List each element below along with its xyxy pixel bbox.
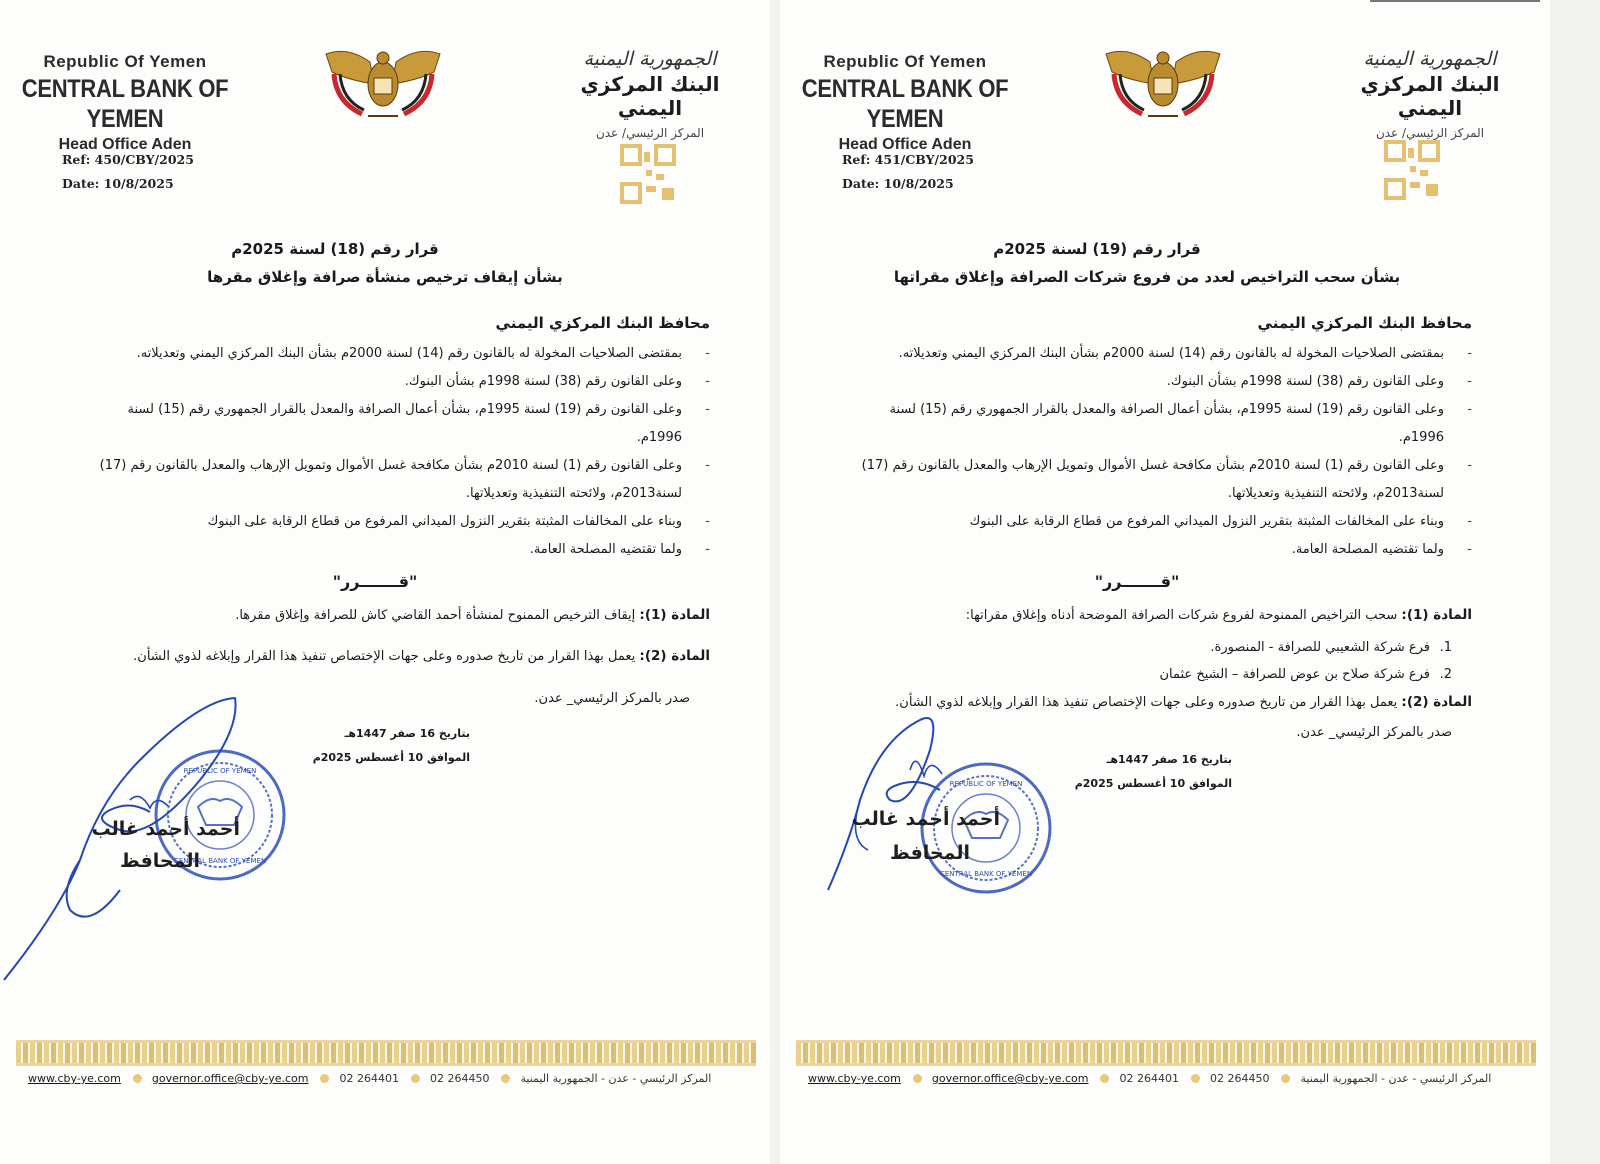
preamble-item: - وعلى القانون رقم (19) لسنة 1995م، بشأن أعمال الصرافة والمعدل بالقرار الجمهوري رقم (15) لسنة 1996م. (842, 396, 1444, 452)
footer-ornament (796, 1040, 1536, 1066)
governor-heading: محافظ البنك المركزي اليمني (495, 314, 710, 332)
preamble-item: - وعلى القانون رقم (38) لسنة 1998م بشأن البنوك. (842, 368, 1444, 396)
preamble-list (842, 340, 1472, 564)
decision-title: قرار رقم (18) لسنة 2025م (231, 240, 439, 258)
article-1 (842, 603, 1472, 628)
ar-bank-name: البنك المركزي اليمني (1360, 72, 1500, 120)
article-1-label: المادة (1): (639, 607, 710, 623)
preamble-list (80, 340, 710, 564)
stamp-top-text: REPUBLIC OF YEMEN (183, 767, 257, 775)
footer-contacts (28, 1072, 748, 1085)
issued-place: صدر بالمركز الرئيسي_ عدن. (1296, 725, 1452, 740)
ref-date: Date: 10/8/2025 (62, 176, 174, 191)
en-country: Republic Of Yemen (43, 52, 207, 71)
decision-title: قرار رقم (19) لسنة 2025م (993, 240, 1201, 258)
hijri-date: بتاريخ 16 صفر 1447هـ (344, 727, 470, 740)
preamble-item: - وعلى القانون رقم (1) لسنة 2010م بشأن مكافحة غسل الأموال وتمويل الإرهاب والمعدل بالقانون رقم (17) لسنة2013م، ولائحته التنفيذية وتعديلاتها. (80, 452, 682, 508)
eagle-emblem-icon (318, 44, 448, 126)
phone-icon (1191, 1074, 1200, 1083)
email-link[interactable]: governor.office@cby-ye.com (931, 1072, 1089, 1085)
en-country: Republic Of Yemen (823, 52, 987, 71)
decision-document-19 (780, 0, 1550, 1164)
reference-block (842, 148, 974, 196)
ref-number: Ref: 451/CBY/2025 (842, 152, 974, 167)
preamble-item: - وبناء على المخالفات المثبتة بتقرير النزول الميداني المرفوع من قطاع الرقابة على البنوك (842, 508, 1444, 536)
branch-item: 2.فرع شركة صلاح بن عوض للصرافة – الشيخ عثمان (1159, 667, 1452, 682)
preamble-item: - ولما تقتضيه المصلحة العامة. (842, 536, 1444, 564)
gregorian-date: الموافق 10 أغسطس 2025م (312, 751, 470, 764)
website-link[interactable]: www.cby-ye.com (28, 1072, 121, 1085)
arabic-letterhead (555, 48, 745, 140)
preamble-item: - بمقتضى الصلاحيات المخولة له بالقانون رقم (14) لسنة 2000م بشأن البنك المركزي اليمني وتعديلاته. (842, 340, 1444, 368)
english-letterhead (800, 52, 1010, 154)
email-icon (913, 1074, 922, 1083)
qr-code-icon (620, 144, 676, 204)
qr-code-icon (1384, 140, 1440, 200)
address-text: المركز الرئيسي - عدن - الجمهورية اليمنية (520, 1072, 712, 1085)
phone-icon (411, 1074, 420, 1083)
website-link[interactable]: www.cby-ye.com (808, 1072, 901, 1085)
preamble-item: - وبناء على المخالفات المثبتة بتقرير النزول الميداني المرفوع من قطاع الرقابة على البنوك (80, 508, 682, 536)
phone-number: 02 264450 (429, 1072, 490, 1085)
decision-word: "قـــــــرر" (1094, 572, 1180, 591)
email-link[interactable]: governor.office@cby-ye.com (151, 1072, 309, 1085)
decision-subject: بشأن إيقاف ترخيص منشأة صرافة وإغلاق مقرها (207, 268, 563, 286)
article-1-label: المادة (1): (1401, 607, 1472, 623)
en-bank-name: CENTRAL BANK OF YEMEN (801, 74, 1009, 133)
en-office: Head Office Aden (838, 136, 972, 153)
decision-document-18 (0, 0, 770, 1164)
preamble-item: - وعلى القانون رقم (1) لسنة 2010م بشأن مكافحة غسل الأموال وتمويل الإرهاب والمعدل بالقانون رقم (17) لسنة2013م، ولائحته التنفيذية وتعديلاتها. (842, 452, 1444, 508)
branch-list (842, 634, 1472, 688)
article-1 (80, 603, 710, 628)
article-2-text: يعمل بهذا القرار من تاريخ صدوره وعلى جهات الإختصاص تنفيذ هذا القرار وإبلاغه لذوي الشأن. (895, 695, 1398, 710)
article-2-label: المادة (2): (639, 648, 710, 664)
decision-word: "قـــــــرر" (332, 572, 418, 591)
stamp-bottom-text: CENTRAL BANK OF YEMEN (173, 857, 267, 865)
article-2 (80, 644, 710, 669)
fax-icon (320, 1074, 329, 1083)
english-letterhead (20, 52, 230, 154)
hijri-date: بتاريخ 16 صفر 1447هـ (1106, 753, 1232, 766)
location-icon (1281, 1074, 1290, 1083)
signatory-role: المحافظ (120, 850, 200, 872)
article-2-text: يعمل بهذا القرار من تاريخ صدوره وعلى جهات الإختصاص تنفيذ هذا القرار وإبلاغه لذوي الشأن. (133, 649, 636, 664)
phone-number: 02 264450 (1209, 1072, 1270, 1085)
ar-country: الجمهورية اليمنية (583, 48, 717, 70)
ar-office: المركز الرئيسي/ عدن (595, 126, 705, 140)
preamble-item: - وعلى القانون رقم (38) لسنة 1998م بشأن البنوك. (80, 368, 682, 396)
en-office: Head Office Aden (58, 136, 192, 153)
branch-item: 1.فرع شركة الشعيبي للصرافة - المنصورة. (1210, 640, 1452, 655)
footer-contacts (808, 1072, 1528, 1085)
email-icon (133, 1074, 142, 1083)
footer-ornament (16, 1040, 756, 1066)
ref-date: Date: 10/8/2025 (842, 176, 954, 191)
signatory-name: أحمد أحمد غالب (851, 808, 1000, 830)
signatory-name: أحمد أحمد غالب (91, 818, 240, 840)
signature-scribble-icon (820, 690, 1080, 910)
address-text: المركز الرئيسي - عدن - الجمهورية اليمنية (1300, 1072, 1492, 1085)
signature-scribble-icon (0, 690, 260, 990)
stamp-bottom-text: CENTRAL BANK OF YEMEN (939, 870, 1033, 878)
decision-subject: بشأن سحب التراخيص لعدد من فروع شركات الصرافة وإغلاق مقراتها (893, 268, 1401, 286)
eagle-emblem-icon (1098, 44, 1228, 126)
ar-office: المركز الرئيسي/ عدن (1375, 126, 1485, 140)
ar-bank-name: البنك المركزي اليمني (580, 72, 720, 120)
fax-number: 02 264401 (1119, 1072, 1179, 1085)
article-1-text: سحب التراخيص الممنوحة لفروع شركات الصرافة الموضحة أدناه وإغلاق مقراتها: (965, 608, 1398, 623)
article-2-label: المادة (2): (1401, 694, 1472, 710)
ar-country: الجمهورية اليمنية (1363, 48, 1497, 70)
preamble-item: - وعلى القانون رقم (19) لسنة 1995م، بشأن أعمال الصرافة والمعدل بالقرار الجمهوري رقم (15) لسنة 1996م. (80, 396, 682, 452)
fax-icon (1100, 1074, 1109, 1083)
arabic-letterhead (1335, 48, 1525, 140)
preamble-item: - ولما تقتضيه المصلحة العامة. (80, 536, 682, 564)
issued-place: صدر بالمركز الرئيسي_ عدن. (534, 691, 690, 706)
en-bank-name: CENTRAL BANK OF YEMEN (21, 74, 229, 133)
location-icon (501, 1074, 510, 1083)
governor-heading: محافظ البنك المركزي اليمني (1257, 314, 1472, 332)
fax-number: 02 264401 (339, 1072, 399, 1085)
signatory-role: المحافظ (890, 842, 970, 864)
gregorian-date: الموافق 10 أغسطس 2025م (1074, 777, 1232, 790)
reference-block (62, 148, 194, 196)
stamp-top-text: REPUBLIC OF YEMEN (949, 780, 1023, 788)
preamble-item: - بمقتضى الصلاحيات المخولة له بالقانون رقم (14) لسنة 2000م بشأن البنك المركزي اليمني وتعديلاته. (80, 340, 682, 368)
ref-number: Ref: 450/CBY/2025 (62, 152, 194, 167)
article-1-text: إيقاف الترخيص الممنوح لمنشأة أحمد القاضي كاش للصرافة وإغلاق مقرها. (235, 608, 636, 623)
top-edge-line (1370, 0, 1540, 2)
